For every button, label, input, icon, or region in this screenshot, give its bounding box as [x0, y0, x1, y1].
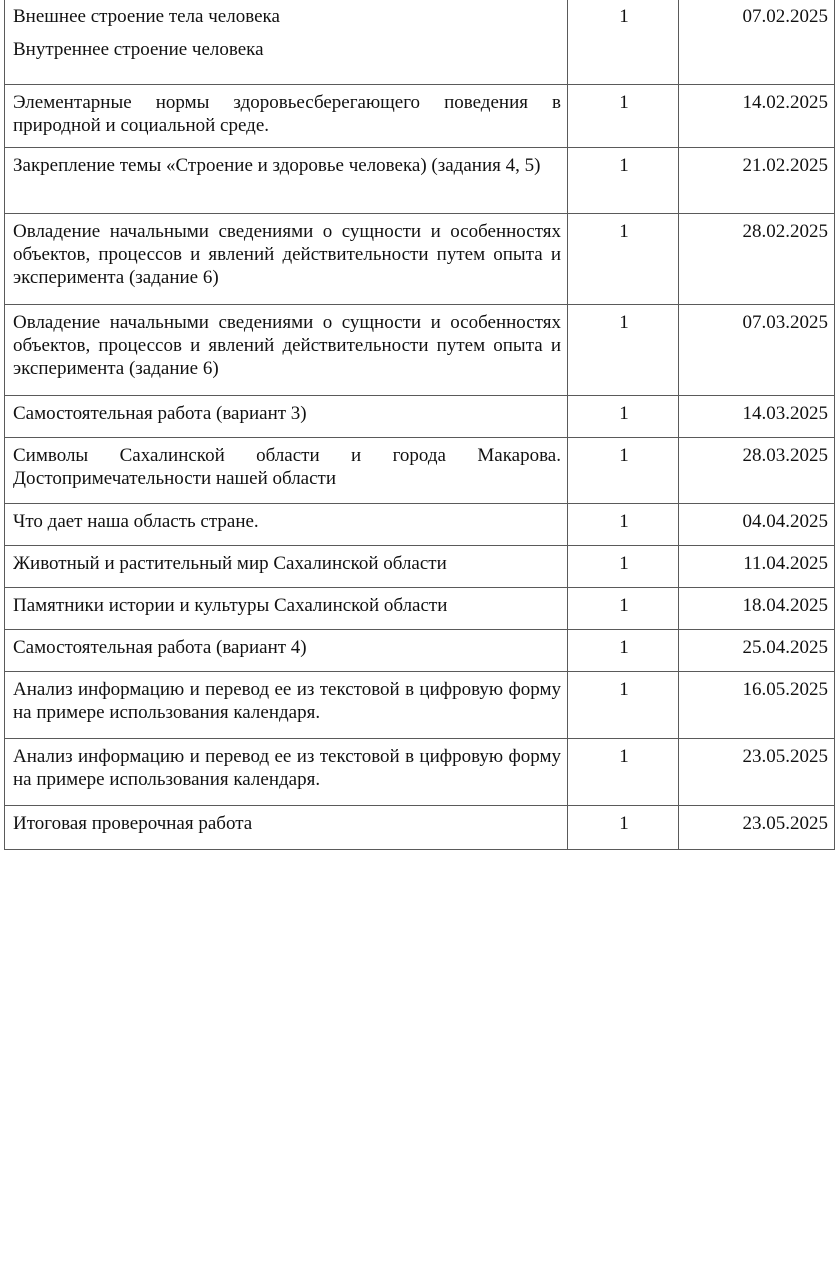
date-cell: 28.02.2025: [679, 214, 835, 305]
date-cell: 18.04.2025: [679, 588, 835, 630]
topic-text: Внешнее строение тела человека: [13, 6, 280, 27]
topic-text-secondary: Внутреннее строение человека: [13, 39, 264, 60]
date-cell: 25.04.2025: [679, 630, 835, 672]
hours-cell: 1: [568, 806, 679, 850]
table-row: [5, 588, 835, 630]
topic-cell: Овладение начальными сведениями о сущности и особенностях объектов, процессов и явлений действительности путем опыта и эксперимента (задание 6): [5, 305, 568, 396]
date-cell: 07.03.2025: [679, 305, 835, 396]
table-row: [5, 672, 835, 739]
topic-cell: Самостоятельная работа (вариант 4): [5, 630, 568, 672]
topic-cell: Закрепление темы «Строение и здоровье человека) (задания 4, 5): [5, 148, 568, 214]
topic-cell: Символы Сахалинской области и города Макарова. Достопримечательности нашей области: [5, 438, 568, 504]
table-row: [5, 305, 835, 396]
table-row: [5, 214, 835, 305]
lesson-schedule-table: [4, 0, 835, 850]
topic-cell: Элементарные нормы здоровьесберегающего поведения в природной и социальной среде.: [5, 85, 568, 148]
date-cell: 14.02.2025: [679, 85, 835, 148]
hours-cell: 1: [568, 0, 679, 85]
date-cell: 16.05.2025: [679, 672, 835, 739]
table-row: [5, 148, 835, 214]
table-row: [5, 0, 835, 85]
table-row: [5, 438, 835, 504]
hours-cell: 1: [568, 438, 679, 504]
topic-cell: [5, 0, 568, 85]
date-cell: 04.04.2025: [679, 504, 835, 546]
hours-cell: 1: [568, 630, 679, 672]
hours-cell: 1: [568, 588, 679, 630]
table-row: [5, 504, 835, 546]
date-cell: 28.03.2025: [679, 438, 835, 504]
date-cell: 23.05.2025: [679, 739, 835, 806]
hours-cell: 1: [568, 739, 679, 806]
topic-cell: Что дает наша область стране.: [5, 504, 568, 546]
hours-cell: 1: [568, 672, 679, 739]
topic-cell: Итоговая проверочная работа: [5, 806, 568, 850]
topic-cell: Анализ информацию и перевод ее из текстовой в цифровую форму на примере использования календаря.: [5, 672, 568, 739]
table-row: [5, 806, 835, 850]
hours-cell: 1: [568, 504, 679, 546]
hours-cell: 1: [568, 546, 679, 588]
date-cell: 14.03.2025: [679, 396, 835, 438]
topic-cell: Животный и растительный мир Сахалинской области: [5, 546, 568, 588]
date-cell: 11.04.2025: [679, 546, 835, 588]
hours-cell: 1: [568, 214, 679, 305]
hours-cell: 1: [568, 396, 679, 438]
topic-cell: Овладение начальными сведениями о сущности и особенностях объектов, процессов и явлений действительности путем опыта и эксперимента (задание 6): [5, 214, 568, 305]
date-cell: 21.02.2025: [679, 148, 835, 214]
date-cell: 23.05.2025: [679, 806, 835, 850]
hours-cell: 1: [568, 305, 679, 396]
date-cell: 07.02.2025: [679, 0, 835, 85]
table-row: [5, 85, 835, 148]
topic-cell: Памятники истории и культуры Сахалинской области: [5, 588, 568, 630]
table-row: [5, 739, 835, 806]
table-row: [5, 396, 835, 438]
hours-cell: 1: [568, 85, 679, 148]
table-row: [5, 630, 835, 672]
topic-cell: Анализ информацию и перевод ее из текстовой в цифровую форму на примере использования календаря.: [5, 739, 568, 806]
topic-cell: Самостоятельная работа (вариант 3): [5, 396, 568, 438]
hours-cell: 1: [568, 148, 679, 214]
table-row: [5, 546, 835, 588]
